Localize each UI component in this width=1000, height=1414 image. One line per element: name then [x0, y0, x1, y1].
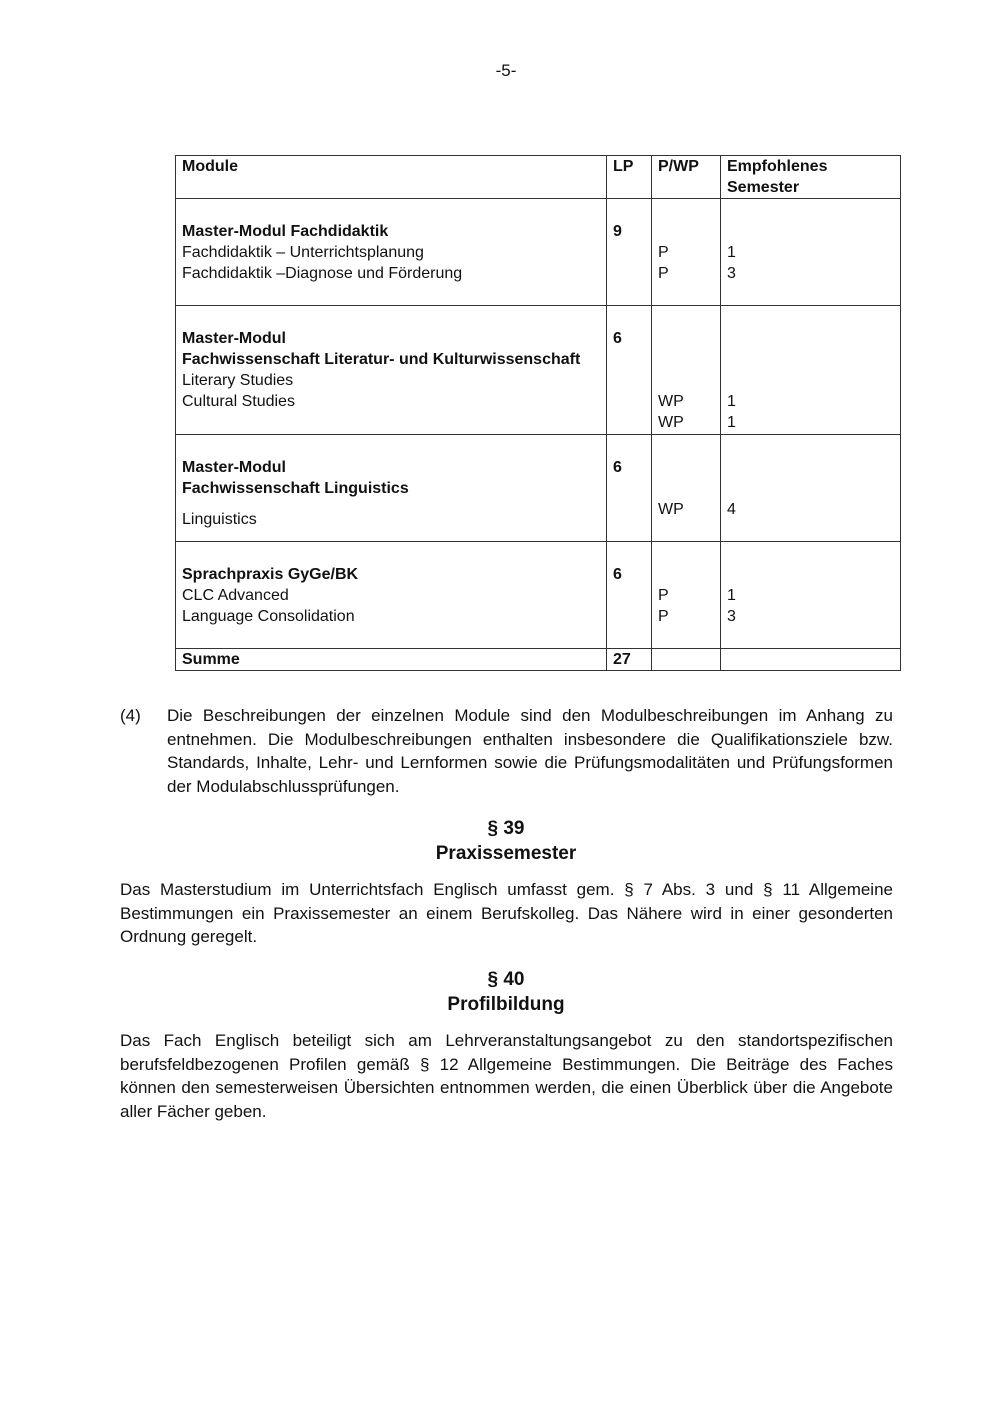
section-39-number: § 39: [487, 818, 525, 839]
pwp-value: WP: [658, 501, 684, 518]
table-row: [176, 306, 901, 435]
lp-value: 6: [613, 566, 622, 583]
module-item: Fachdidaktik –Diagnose und Förderung: [182, 265, 463, 282]
pwp-value: P: [658, 608, 669, 625]
semester-value: 1: [727, 587, 736, 604]
module-title: Master-Modul Fachdidaktik: [182, 223, 389, 240]
semester-value: 1: [727, 393, 736, 410]
module-title: Fachwissenschaft Literatur- und Kulturwissenschaft: [182, 351, 581, 368]
pwp-value: P: [658, 265, 669, 282]
table-row: [176, 435, 901, 542]
semester-cell: [721, 435, 901, 542]
sum-empty-pwp: [652, 649, 721, 671]
lp-cell: [607, 542, 652, 649]
module-table: [175, 155, 901, 671]
semester-cell: [721, 542, 901, 649]
module-item: Cultural Studies: [182, 393, 295, 410]
sum-row: [176, 649, 901, 671]
pwp-value: P: [658, 244, 669, 261]
module-title: Fachwissenschaft Linguistics: [182, 480, 409, 497]
module-cell: [176, 199, 607, 306]
semester-value: 1: [727, 244, 736, 261]
table-row: [176, 199, 901, 306]
lp-value: 6: [613, 459, 622, 476]
module-cell: [176, 306, 607, 435]
section-40-number: § 40: [487, 969, 525, 990]
lp-cell: [607, 435, 652, 542]
module-cell: [176, 435, 607, 542]
lp-cell: [607, 306, 652, 435]
pwp-value: P: [658, 587, 669, 604]
module-item: Language Consolidation: [182, 608, 355, 625]
semester-cell: [721, 199, 901, 306]
lp-cell: [607, 199, 652, 306]
module-item: Literary Studies: [182, 372, 294, 389]
pwp-cell: [652, 199, 721, 306]
sum-label: Summe: [176, 649, 607, 671]
sum-value: 27: [607, 649, 652, 671]
sum-empty-semester: [721, 649, 901, 671]
table-header-row: [176, 156, 901, 199]
semester-value: 1: [727, 414, 736, 431]
section-40-title: Profilbildung: [447, 994, 565, 1015]
header-lp: LP: [607, 156, 652, 199]
lp-value: 9: [613, 223, 622, 240]
semester-value: 3: [727, 265, 736, 282]
pwp-cell: [652, 435, 721, 542]
semester-value: 4: [727, 501, 736, 518]
module-cell: [176, 542, 607, 649]
module-title: Sprachpraxis GyGe/BK: [182, 566, 359, 583]
section-39-title: Praxissemester: [435, 843, 577, 864]
paragraph-4-text: Die Beschreibungen der einzelnen Module sind den Modulbeschreibungen im Anhang zu entnehmen. Die Modulbeschreibungen enthalten insbesondere die Qualifikationsziele bzw. Standards, Inhalte, Lehr- und Lernformen sowie die Prüfungsmodalitäten und Prüfungsformen der Modulabschlussprüfungen.: [167, 706, 893, 796]
module-title: Master-Modul: [182, 330, 286, 347]
semester-cell: [721, 306, 901, 435]
page-number: -5-: [495, 61, 517, 80]
pwp-cell: [652, 542, 721, 649]
module-item: CLC Advanced: [182, 587, 289, 604]
header-semester: Empfohlenes Semester: [721, 156, 901, 199]
table-row: [176, 542, 901, 649]
pwp-cell: [652, 306, 721, 435]
module-title: Master-Modul: [182, 459, 286, 476]
lp-value: 6: [613, 330, 622, 347]
module-item: Linguistics: [182, 511, 257, 528]
module-item: Fachdidaktik – Unterrichtsplanung: [182, 244, 424, 261]
section-39-text: Das Masterstudium im Unterrichtsfach Englisch umfasst gem. § 7 Abs. 3 und § 11 Allgemeine Bestimmungen ein Praxissemester an einem Berufskolleg. Das Nähere wird in einer gesonderten Ordnung geregelt.: [120, 880, 893, 946]
header-pwp: P/WP: [652, 156, 721, 199]
header-module: Module: [176, 156, 607, 199]
paragraph-number: (4): [120, 706, 141, 725]
pwp-value: WP: [658, 414, 684, 431]
section-40-text: Das Fach Englisch beteiligt sich am Lehrveranstaltungsangebot zu den standortspezifischen berufsfeldbezogenen Profilen gemäß § 12 Allgemeine Bestimmungen. Die Beiträge des Faches können den semesterweisen Übersichten entnommen werden, die einen Überblick über die Angebote aller Fächer geben.: [120, 1031, 893, 1121]
semester-value: 3: [727, 608, 736, 625]
pwp-value: WP: [658, 393, 684, 410]
